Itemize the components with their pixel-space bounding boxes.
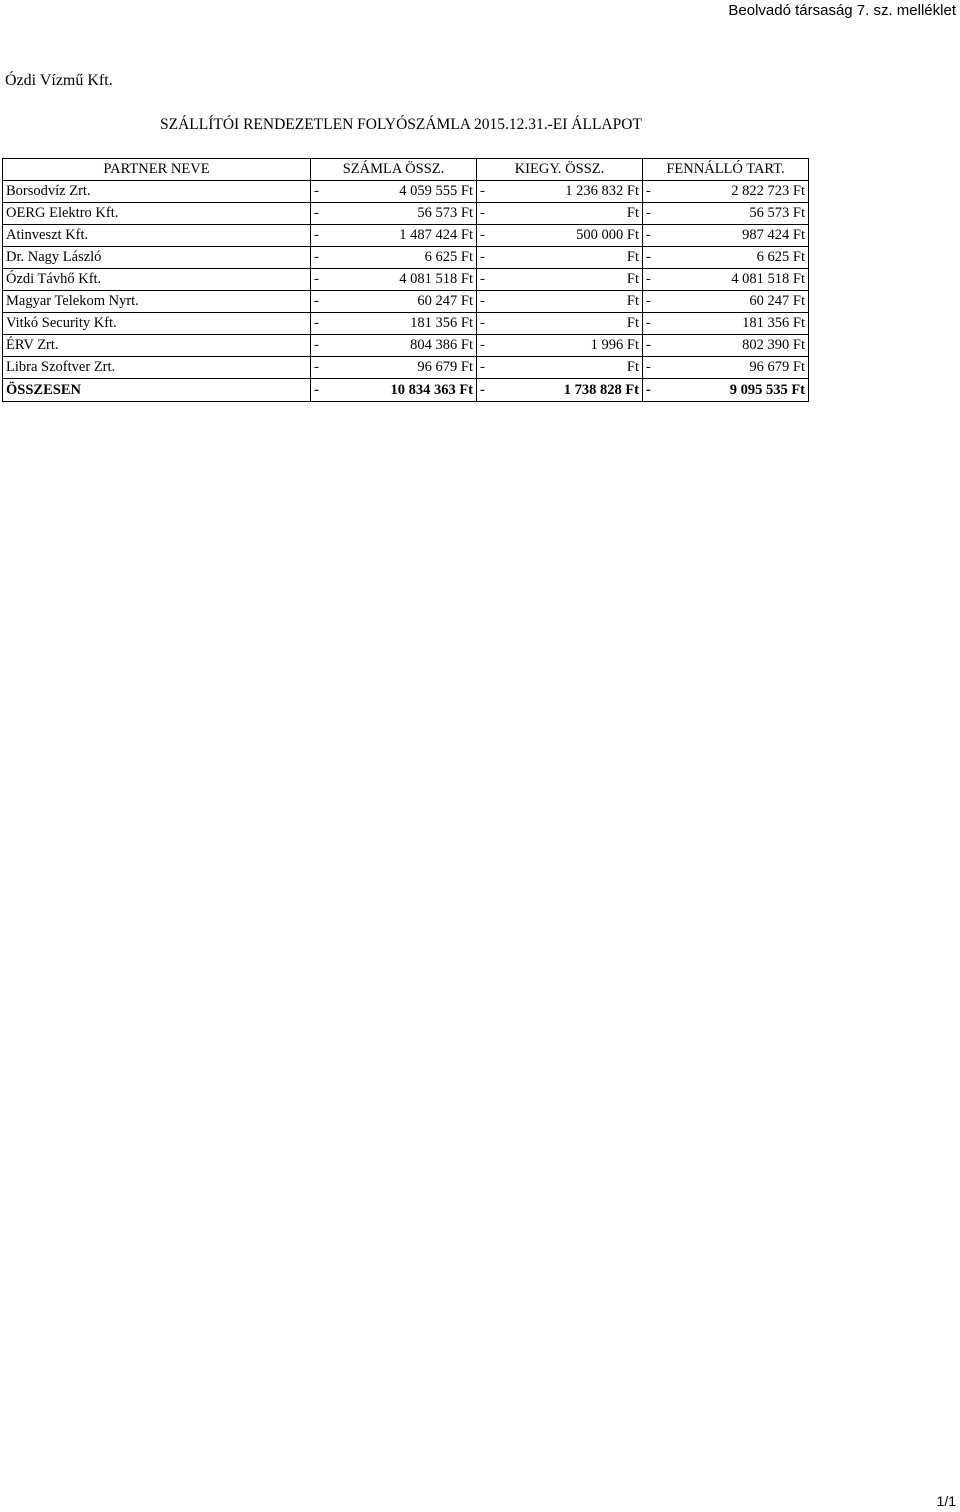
fennallo-value: 2 822 723 Ft (731, 183, 805, 199)
document-title: SZÁLLÍTÓI RENDEZETLEN FOLYÓSZÁMLA 2015.12.31.-EI ÁLLAPOT (160, 116, 642, 133)
kiegy-cell (477, 379, 643, 402)
dash-mark: - (480, 249, 485, 265)
dash-mark: - (646, 337, 651, 353)
partner-name: Libra Szoftver Zrt. (3, 357, 311, 379)
dash-mark: - (314, 249, 319, 265)
kiegy-value: Ft (626, 205, 639, 221)
partner-name: Vitkó Security Kft. (3, 313, 311, 335)
fennallo-value: 802 390 Ft (742, 337, 805, 353)
table-header-row (3, 159, 809, 181)
kiegy-cell (477, 225, 643, 247)
fennallo-cell (643, 225, 809, 247)
dash-mark: - (480, 359, 485, 375)
total-row (3, 379, 809, 402)
col-header-kiegy: KIEGY. ÖSSZ. (477, 159, 643, 181)
fennallo-value: 96 679 Ft (749, 359, 805, 375)
kiegy-value: 1 236 832 Ft (565, 183, 639, 199)
table-row (3, 335, 809, 357)
dash-mark: - (314, 381, 319, 398)
kiegy-value: Ft (626, 359, 639, 375)
partner-name: Borsodvíz Zrt. (3, 181, 311, 203)
col-header-fennallo: FENNÁLLÓ TART. (643, 159, 809, 181)
table-row (3, 269, 809, 291)
kiegy-value: 500 000 Ft (576, 227, 639, 243)
dash-mark: - (314, 271, 319, 287)
dash-mark: - (646, 293, 651, 309)
dash-mark: - (480, 271, 485, 287)
table-row (3, 357, 809, 379)
fennallo-cell (643, 357, 809, 379)
dash-mark: - (314, 293, 319, 309)
kiegy-cell (477, 335, 643, 357)
dash-mark: - (314, 315, 319, 331)
szamla-cell (311, 291, 477, 313)
dash-mark: - (480, 205, 485, 221)
fennallo-value: 181 356 Ft (742, 315, 805, 331)
dash-mark: - (646, 249, 651, 265)
szamla-cell (311, 335, 477, 357)
szamla-value: 4 059 555 Ft (399, 183, 473, 199)
page-number: 1/1 (936, 1493, 956, 1509)
fennallo-cell (643, 269, 809, 291)
szamla-cell (311, 203, 477, 225)
dash-mark: - (646, 381, 651, 398)
partner-name: Atinveszt Kft. (3, 225, 311, 247)
dash-mark: - (646, 359, 651, 375)
szamla-cell (311, 379, 477, 402)
szamla-cell (311, 247, 477, 269)
ledger-table (2, 158, 809, 402)
kiegy-cell (477, 203, 643, 225)
table-row (3, 203, 809, 225)
kiegy-value: Ft (626, 249, 639, 265)
dash-mark: - (480, 293, 485, 309)
table-row (3, 313, 809, 335)
szamla-cell (311, 313, 477, 335)
partner-name: ÉRV Zrt. (3, 335, 311, 357)
dash-mark: - (480, 381, 485, 398)
dash-mark: - (314, 183, 319, 199)
szamla-value: 96 679 Ft (417, 359, 473, 375)
fennallo-cell (643, 181, 809, 203)
col-header-partner: PARTNER NEVE (3, 159, 311, 181)
fennallo-cell (643, 313, 809, 335)
fennallo-cell (643, 203, 809, 225)
kiegy-value: Ft (626, 293, 639, 309)
fennallo-value: 4 081 518 Ft (731, 271, 805, 287)
kiegy-cell (477, 313, 643, 335)
dash-mark: - (314, 227, 319, 243)
szamla-value: 1 487 424 Ft (399, 227, 473, 243)
dash-mark: - (646, 227, 651, 243)
szamla-value: 10 834 363 Ft (390, 381, 473, 398)
fennallo-value: 987 424 Ft (742, 227, 805, 243)
table-row (3, 225, 809, 247)
kiegy-cell (477, 357, 643, 379)
dash-mark: - (314, 205, 319, 221)
dash-mark: - (314, 337, 319, 353)
szamla-value: 6 625 Ft (424, 249, 473, 265)
kiegy-value: Ft (626, 271, 639, 287)
szamla-value: 60 247 Ft (417, 293, 473, 309)
kiegy-value: Ft (626, 315, 639, 331)
col-header-szamla: SZÁMLA ÖSSZ. (311, 159, 477, 181)
dash-mark: - (646, 315, 651, 331)
kiegy-cell (477, 291, 643, 313)
kiegy-value: 1 996 Ft (590, 337, 639, 353)
szamla-cell (311, 269, 477, 291)
table-row (3, 181, 809, 203)
szamla-value: 181 356 Ft (410, 315, 473, 331)
dash-mark: - (314, 359, 319, 375)
kiegy-cell (477, 269, 643, 291)
szamla-cell (311, 357, 477, 379)
fennallo-value: 60 247 Ft (749, 293, 805, 309)
kiegy-cell (477, 247, 643, 269)
partner-name: Dr. Nagy László (3, 247, 311, 269)
kiegy-cell (477, 181, 643, 203)
dash-mark: - (480, 183, 485, 199)
dash-mark: - (646, 183, 651, 199)
total-label: ÖSSZESEN (3, 379, 311, 402)
partner-name: Magyar Telekom Nyrt. (3, 291, 311, 313)
dash-mark: - (646, 271, 651, 287)
fennallo-value: 9 095 535 Ft (729, 381, 805, 398)
fennallo-value: 6 625 Ft (756, 249, 805, 265)
fennallo-cell (643, 379, 809, 402)
fennallo-cell (643, 247, 809, 269)
dash-mark: - (480, 227, 485, 243)
fennallo-cell (643, 335, 809, 357)
company-name: Ózdi Vízmű Kft. (5, 72, 113, 89)
fennallo-cell (643, 291, 809, 313)
table-row (3, 291, 809, 313)
szamla-cell (311, 181, 477, 203)
dash-mark: - (646, 205, 651, 221)
partner-name: Ózdi Távhő Kft. (3, 269, 311, 291)
table-row (3, 247, 809, 269)
szamla-value: 804 386 Ft (410, 337, 473, 353)
szamla-cell (311, 225, 477, 247)
kiegy-value: 1 738 828 Ft (563, 381, 639, 398)
szamla-value: 4 081 518 Ft (399, 271, 473, 287)
attachment-label: Beolvadó társaság 7. sz. melléklet (728, 2, 956, 19)
dash-mark: - (480, 315, 485, 331)
dash-mark: - (480, 337, 485, 353)
szamla-value: 56 573 Ft (417, 205, 473, 221)
partner-name: OERG Elektro Kft. (3, 203, 311, 225)
fennallo-value: 56 573 Ft (749, 205, 805, 221)
